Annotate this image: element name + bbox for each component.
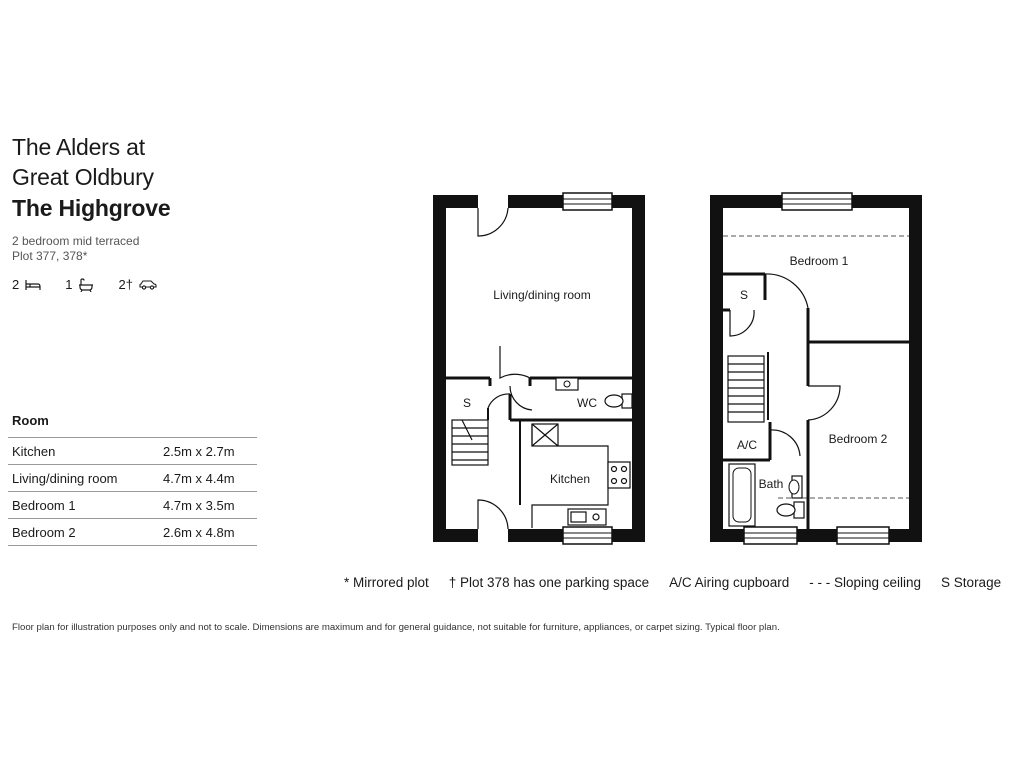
room-label-living: Living/dining room: [493, 288, 591, 302]
room-dimensions-table: [8, 410, 257, 546]
room-dimensions: 2.6m x 4.8m: [163, 524, 235, 540]
legend: [344, 575, 1001, 590]
ground-left-wall: [433, 195, 446, 542]
parking-count: 2†: [118, 277, 133, 292]
legend-parking-note: † Plot 378 has one parking space: [448, 575, 650, 590]
room-label-bath: Bath: [758, 477, 784, 491]
table-row: [8, 438, 257, 465]
feature-summary: [12, 277, 157, 292]
title-block: [12, 132, 170, 224]
ground-bottom-wall-left: [433, 529, 478, 542]
door-swing: [765, 274, 808, 308]
room-label-storage: S: [739, 288, 749, 302]
legend-sloping-ceiling: - - - Sloping ceiling: [809, 575, 922, 590]
room-label-wc: WC: [577, 396, 597, 410]
floor-plans: [420, 180, 1020, 560]
room-dimensions: 4.7m x 3.5m: [163, 497, 235, 513]
room-label-airing-cupboard: A/C: [736, 438, 758, 452]
door-swing: [488, 394, 510, 408]
bathtub: [729, 464, 755, 526]
bathroom-basin: [789, 476, 802, 498]
car-icon: [139, 279, 157, 290]
room-name: Kitchen: [12, 443, 56, 459]
bed-icon: [25, 279, 41, 291]
room-name: Living/dining room: [12, 470, 118, 486]
door-swing: [500, 346, 530, 378]
room-label-kitchen: Kitchen: [549, 472, 591, 486]
window: [563, 193, 612, 210]
toilet: [777, 502, 804, 518]
wc-basin: [556, 378, 578, 390]
disclaimer: Floor plan for illustration purposes only and not to scale. Dimensions are maximum and for general guidance, not suitable for furniture, appliances, or carpet sizing. Typical floor plan.: [12, 622, 780, 633]
staircase: [452, 420, 488, 465]
door-swing: [478, 208, 508, 236]
development-name-line1: The Alders at: [12, 134, 145, 160]
ground-floor-plan: [433, 193, 645, 544]
room-label-bedroom-2: Bedroom 2: [828, 432, 888, 446]
door-swing: [770, 430, 800, 456]
table-row: [8, 492, 257, 519]
ground-right-wall: [632, 195, 645, 542]
door-swing: [478, 500, 508, 529]
ground-bottom-wall-mid: [508, 529, 563, 542]
bedroom-count: 2: [12, 277, 20, 292]
door-swing: [510, 386, 532, 410]
door-swing: [808, 386, 840, 420]
legend-mirrored: * Mirrored plot: [344, 575, 429, 590]
room-dimensions: 2.5m x 2.7m: [163, 443, 235, 459]
plot-numbers: Plot 377, 378*: [12, 249, 88, 263]
room-name: Bedroom 1: [12, 497, 76, 513]
window: [744, 527, 797, 544]
window: [563, 527, 612, 544]
ground-top-wall-mid: [508, 195, 563, 208]
subtitle: [12, 234, 139, 264]
bathroom-count: 1: [65, 277, 73, 292]
house-type-name: The Highgrove: [12, 195, 171, 221]
room-dimensions: 4.7m x 4.4m: [163, 470, 235, 486]
table-row: [8, 519, 257, 546]
ground-top-wall-left: [433, 195, 478, 208]
ground-bottom-wall-right: [612, 529, 645, 542]
first-left-wall: [710, 195, 723, 542]
first-right-wall: [909, 195, 922, 542]
room-name: Bedroom 2: [12, 524, 76, 540]
ground-top-wall-right: [612, 195, 645, 208]
toilet: [605, 394, 632, 408]
room-label-storage: S: [462, 396, 472, 410]
window: [782, 193, 852, 210]
house-description: 2 bedroom mid terraced: [12, 234, 140, 248]
bath-icon: [78, 278, 94, 292]
legend-airing-cupboard: A/C Airing cupboard: [669, 575, 790, 590]
window: [837, 527, 889, 544]
legend-storage: S Storage: [941, 575, 1002, 590]
room-label-bedroom-1: Bedroom 1: [789, 254, 849, 268]
door-swing: [730, 310, 754, 336]
development-name-line2: Great Oldbury: [12, 164, 154, 190]
room-table-header: Room: [8, 410, 257, 438]
staircase: [728, 356, 764, 422]
first-floor-plan: [710, 193, 922, 544]
table-row: [8, 465, 257, 492]
